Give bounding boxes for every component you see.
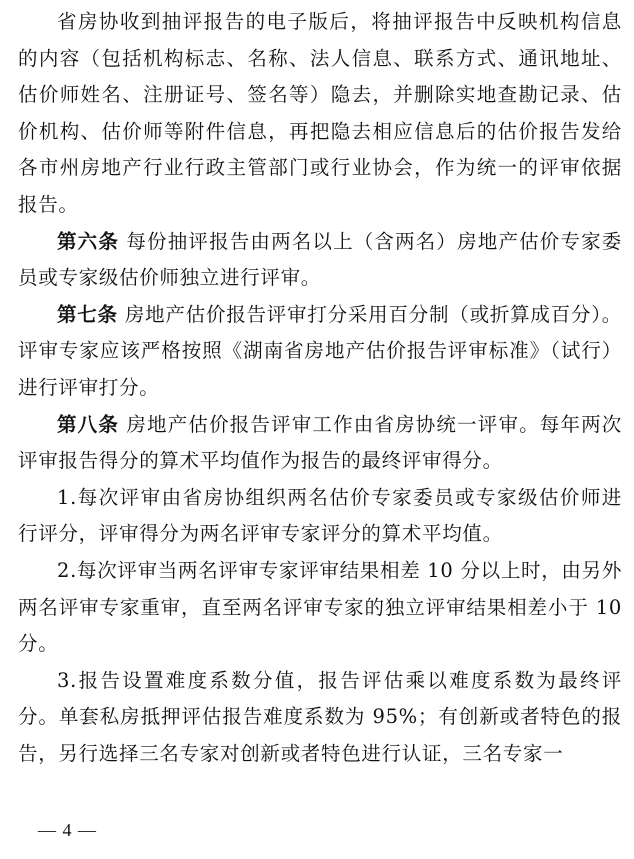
list-item-2 (18, 553, 622, 663)
paragraph-text: 2.每次评审当两名评审专家评审结果相差 10 分以上时，由另外两名评审专家重审，直至两名评审专家的独立评审结果相差小于 10 分。 (18, 558, 623, 656)
paragraph-text: 省房协收到抽评报告的电子版后，将抽评报告中反映机构信息的内容（包括机构标志、名称、法人信息、联系方式、通讯地址、估价师姓名、注册证号、签名等）隐去，并删除实地查勘记录、估价机构、估价师等附件信息，再把隐去相应信息后的估价报告发给各市州房地产行业行政主管部门或行业协会，作为统一的评审依据报告。 (18, 10, 622, 216)
paragraph-article-7 (18, 297, 622, 407)
paragraph-article-8 (18, 407, 622, 480)
article-label-6: 第六条 (57, 229, 120, 253)
paragraph-text: 每份抽评报告由两名以上（含两名）房地产估价专家委员或专家级估价师独立进行评审。 (18, 229, 622, 290)
paragraph-text: 房地产估价报告评审打分采用百分制（或折算成百分）。评审专家应该严格按照《湖南省房地产估价报告评审标准》（试行）进行评审打分。 (18, 302, 622, 399)
paragraph-text: 1.每次评审由省房协组织两名估价专家委员或专家级估价师进行评分，评审得分为两名评审专家评分的算术平均值。 (18, 485, 622, 546)
document-body (18, 4, 622, 772)
paragraph-intro (18, 4, 622, 224)
article-label-7: 第七条 (57, 302, 118, 326)
article-label-8: 第八条 (57, 412, 120, 436)
paragraph-text: 3.报告设置难度系数分值，报告评估乘以难度系数为最终评分。单套私房抵押评估报告难度系数为 95%；有创新或者特色的报告，另行选择三名专家对创新或者特色进行认证，三名专家一 (18, 668, 622, 765)
paragraph-article-6 (18, 224, 622, 297)
list-item-3 (18, 663, 622, 773)
page-number: — 4 — (38, 820, 97, 840)
list-item-1 (18, 480, 622, 553)
paragraph-text: 房地产估价报告评审工作由省房协统一评审。每年两次评审报告得分的算术平均值作为报告的最终评审得分。 (18, 412, 622, 473)
